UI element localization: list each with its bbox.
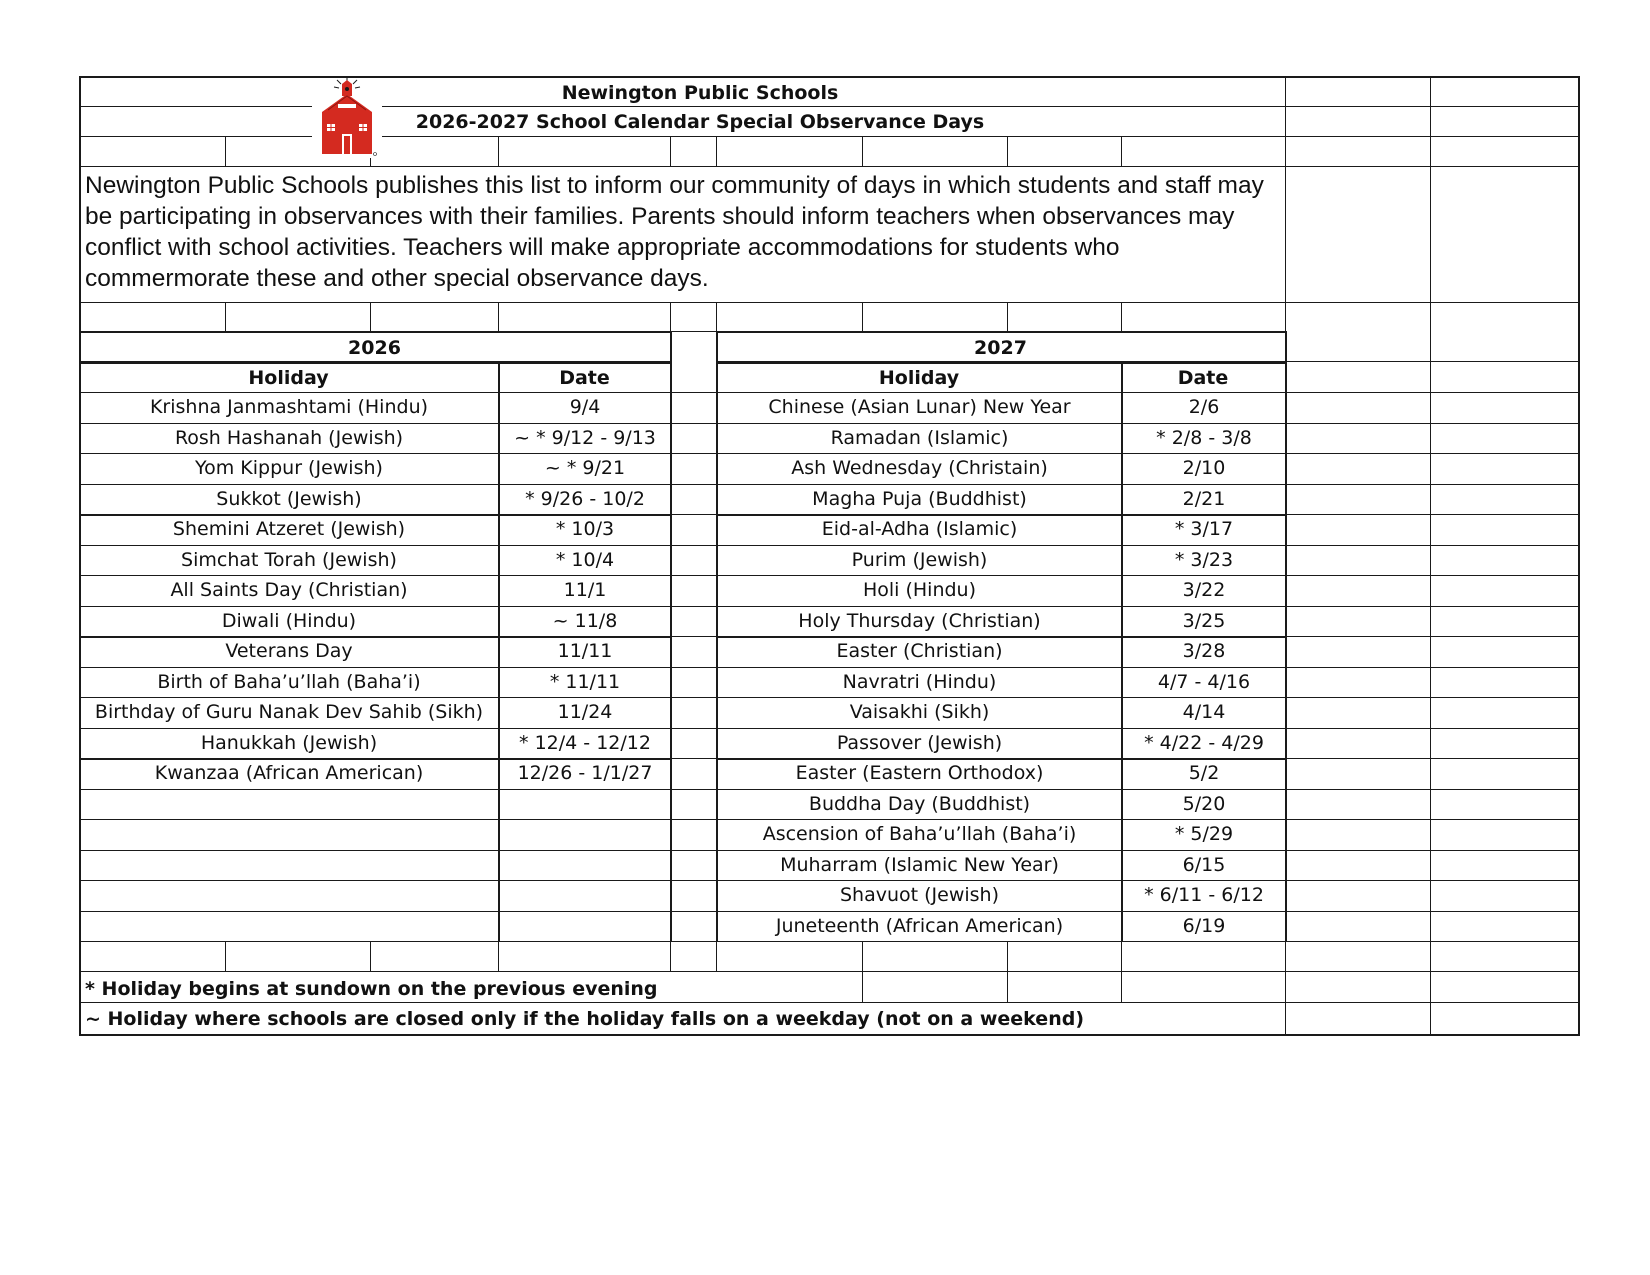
grid-line xyxy=(1285,453,1578,454)
grid-line xyxy=(670,302,671,332)
grid-line xyxy=(1121,971,1122,1002)
grid-line xyxy=(1007,971,1008,1002)
grid-line xyxy=(1285,697,1578,698)
grid-line xyxy=(670,728,716,729)
left-date-column-header: Date xyxy=(559,366,610,389)
grid-line xyxy=(670,332,672,941)
grid-line xyxy=(716,302,717,332)
grid-line xyxy=(670,911,716,912)
left-holiday-cell: Yom Kippur (Jewish) xyxy=(195,457,383,479)
grid-line xyxy=(79,971,1578,972)
grid-line xyxy=(79,911,670,912)
grid-line xyxy=(670,758,716,759)
right-date-cell: * 3/17 xyxy=(1174,518,1234,540)
left-date-cell: 11/24 xyxy=(557,701,613,723)
grid-line xyxy=(670,850,716,851)
left-holiday-cell: Birthday of Guru Nanak Dev Sahib (Sikh) xyxy=(94,701,484,723)
grid-line xyxy=(670,545,716,546)
weekday-closure-footnote: ~ Holiday where schools are closed only if the holiday falls on a weekday (not on a weekend) xyxy=(85,1007,1085,1030)
right-holiday-cell: Ascension of Baha’u’llah (Baha’i) xyxy=(762,823,1077,845)
grid-line xyxy=(862,971,863,1002)
grid-line xyxy=(79,166,1578,167)
right-holiday-cell: Magha Puja (Buddhist) xyxy=(812,488,1027,510)
left-date-cell: 9/4 xyxy=(569,396,601,418)
grid-line xyxy=(79,106,312,107)
grid-line xyxy=(79,941,670,942)
left-date-cell: ~ 11/8 xyxy=(552,610,618,632)
right-date-cell: 3/22 xyxy=(1182,579,1226,601)
right-holiday-cell: Holy Thursday (Christian) xyxy=(798,610,1041,632)
left-holiday-cell: Krishna Janmashtami (Hindu) xyxy=(149,396,429,418)
grid-line xyxy=(498,302,499,332)
right-date-cell: * 2/8 - 3/8 xyxy=(1156,427,1252,449)
grid-line xyxy=(1285,728,1578,729)
year-2026-header: 2026 xyxy=(348,336,401,359)
left-holiday-cell: Shemini Atzeret (Jewish) xyxy=(172,518,406,540)
grid-line xyxy=(225,941,226,971)
left-date-cell: ~ * 9/12 - 9/13 xyxy=(514,427,656,449)
grid-line xyxy=(1285,758,1578,759)
grid-line xyxy=(1285,423,1578,424)
grid-line xyxy=(1285,545,1578,546)
right-holiday-cell: Chinese (Asian Lunar) New Year xyxy=(768,396,1071,418)
right-holiday-cell: Juneteenth (African American) xyxy=(775,915,1064,937)
grid-line xyxy=(716,941,717,971)
grid-line xyxy=(670,606,716,607)
right-date-cell: 2/21 xyxy=(1182,488,1226,510)
grid-line xyxy=(79,136,1578,137)
right-holiday-cell: Shavuot (Jewish) xyxy=(839,884,1000,906)
grid-line xyxy=(1285,606,1578,607)
grid-line xyxy=(1285,514,1578,515)
left-date-cell: * 12/4 - 12/12 xyxy=(519,732,651,754)
grid-line xyxy=(670,941,716,942)
grid-line xyxy=(670,392,716,393)
right-holiday-column-header: Holiday xyxy=(878,366,960,389)
right-date-cell: 3/25 xyxy=(1182,610,1226,632)
schoolhouse-logo xyxy=(312,78,382,158)
grid-line xyxy=(670,941,671,971)
intro-paragraph: Newington Public Schools publishes this list to inform our community of days in which students and staff may be participating in observances with their families. Parents should inform teachers when observances may conflict with school activities. Teachers will make appropriate accommodations for students who commermorate these and other special observance days. xyxy=(85,172,1264,292)
grid-line xyxy=(1285,636,1578,637)
grid-line xyxy=(1430,76,1431,1034)
grid-line xyxy=(670,136,671,166)
grid-line xyxy=(79,789,670,790)
left-holiday-cell: Sukkot (Jewish) xyxy=(216,488,362,510)
right-holiday-cell: Passover (Jewish) xyxy=(836,732,1003,754)
left-date-cell: * 9/26 - 10/2 xyxy=(525,488,645,510)
grid-line xyxy=(1121,941,1122,971)
grid-line xyxy=(1285,941,1578,942)
grid-line xyxy=(79,850,670,851)
left-holiday-cell: Birth of Baha’u’llah (Baha’i) xyxy=(157,671,421,693)
right-date-cell: 2/6 xyxy=(1188,396,1220,418)
right-date-column-header: Date xyxy=(1177,366,1229,389)
right-holiday-cell: Navratri (Hindu) xyxy=(842,671,997,693)
grid-line xyxy=(1285,789,1578,790)
grid-line xyxy=(1285,850,1578,851)
grid-line xyxy=(670,575,716,576)
grid-line xyxy=(79,76,1580,78)
grid-line xyxy=(1121,302,1122,332)
sundown-footnote: * Holiday begins at sundown on the previous evening xyxy=(85,977,658,1000)
grid-line xyxy=(716,941,1285,942)
grid-line xyxy=(671,331,716,332)
left-date-cell: * 10/4 xyxy=(555,549,615,571)
grid-line xyxy=(670,667,716,668)
grid-line xyxy=(1578,76,1580,1036)
grid-line xyxy=(670,453,716,454)
right-date-cell: 6/15 xyxy=(1182,854,1226,876)
grid-line xyxy=(79,1034,1580,1036)
right-date-cell: * 6/11 - 6/12 xyxy=(1144,884,1264,906)
right-date-cell: 5/20 xyxy=(1182,793,1226,815)
left-holiday-cell: Kwanzaa (African American) xyxy=(154,762,424,784)
grid-line xyxy=(79,819,670,820)
grid-line xyxy=(79,880,670,881)
left-holiday-cell: Simchat Torah (Jewish) xyxy=(181,549,397,571)
right-holiday-cell: Ash Wednesday (Christain) xyxy=(791,457,1048,479)
right-date-cell: 3/28 xyxy=(1182,640,1226,662)
grid-line xyxy=(862,136,863,166)
grid-line xyxy=(1007,136,1008,166)
grid-line xyxy=(225,136,226,166)
grid-line xyxy=(1285,392,1578,393)
grid-line xyxy=(1121,136,1122,166)
year-2027-header: 2027 xyxy=(974,336,1027,359)
left-holiday-cell: All Saints Day (Christian) xyxy=(170,579,408,601)
grid-line xyxy=(716,136,717,166)
right-holiday-cell: Purim (Jewish) xyxy=(851,549,988,571)
left-holiday-cell: Veterans Day xyxy=(225,640,353,662)
left-date-cell: * 11/11 xyxy=(549,671,621,693)
grid-line xyxy=(1285,332,1287,941)
left-date-cell: 11/11 xyxy=(557,640,613,662)
grid-line xyxy=(498,136,499,166)
grid-line xyxy=(1007,302,1008,332)
grid-line xyxy=(225,302,226,332)
grid-line xyxy=(1285,667,1578,668)
grid-line xyxy=(79,302,1578,303)
left-holiday-cell: Rosh Hashanah (Jewish) xyxy=(174,427,404,449)
right-holiday-cell: Buddha Day (Buddhist) xyxy=(808,793,1031,815)
right-holiday-cell: Muharram (Islamic New Year) xyxy=(780,854,1059,876)
grid-line xyxy=(1285,880,1578,881)
right-date-cell: 5/2 xyxy=(1188,762,1220,784)
grid-line xyxy=(670,423,716,424)
grid-line xyxy=(670,484,716,485)
grid-line xyxy=(670,819,716,820)
right-holiday-cell: Vaisakhi (Sikh) xyxy=(849,701,990,723)
right-date-cell: * 3/23 xyxy=(1174,549,1234,571)
grid-line xyxy=(670,789,716,790)
right-date-cell: * 5/29 xyxy=(1174,823,1234,845)
grid-line xyxy=(862,302,863,332)
grid-line xyxy=(670,880,716,881)
grid-line xyxy=(670,697,716,698)
grid-line xyxy=(1285,819,1578,820)
left-date-cell: 12/26 - 1/1/27 xyxy=(517,762,653,784)
grid-line xyxy=(370,941,371,971)
district-title: Newington Public Schools xyxy=(561,82,839,104)
right-holiday-cell: Easter (Eastern Orthodox) xyxy=(795,762,1044,784)
right-date-cell: 4/7 - 4/16 xyxy=(1157,671,1251,693)
grid-line xyxy=(1285,575,1578,576)
left-holiday-cell: Diwali (Hindu) xyxy=(221,610,357,632)
right-holiday-cell: Eid-al-Adha (Islamic) xyxy=(821,518,1018,540)
right-holiday-cell: Holi (Hindu) xyxy=(862,579,977,601)
left-date-cell: * 10/3 xyxy=(555,518,615,540)
grid-line xyxy=(370,302,371,332)
right-date-cell: * 4/22 - 4/29 xyxy=(1144,732,1264,754)
grid-line xyxy=(498,941,499,971)
right-holiday-cell: Ramadan (Islamic) xyxy=(830,427,1009,449)
grid-line xyxy=(670,636,716,637)
grid-line xyxy=(1285,484,1578,485)
right-date-cell: 4/14 xyxy=(1182,701,1226,723)
left-date-cell: 11/1 xyxy=(563,579,607,601)
grid-line xyxy=(1285,911,1578,912)
left-holiday-cell: Hanukkah (Jewish) xyxy=(200,732,378,754)
right-date-cell: 6/19 xyxy=(1182,915,1226,937)
right-date-cell: 2/10 xyxy=(1182,457,1226,479)
grid-line xyxy=(1285,361,1578,362)
calendar-title: 2026-2027 School Calendar Special Observance Days xyxy=(415,111,985,133)
grid-line xyxy=(1007,941,1008,971)
grid-line xyxy=(670,514,716,515)
left-holiday-column-header: Holiday xyxy=(248,366,329,389)
right-holiday-cell: Easter (Christian) xyxy=(836,640,1003,662)
left-date-cell: ~ * 9/21 xyxy=(544,457,626,479)
grid-line xyxy=(862,941,863,971)
